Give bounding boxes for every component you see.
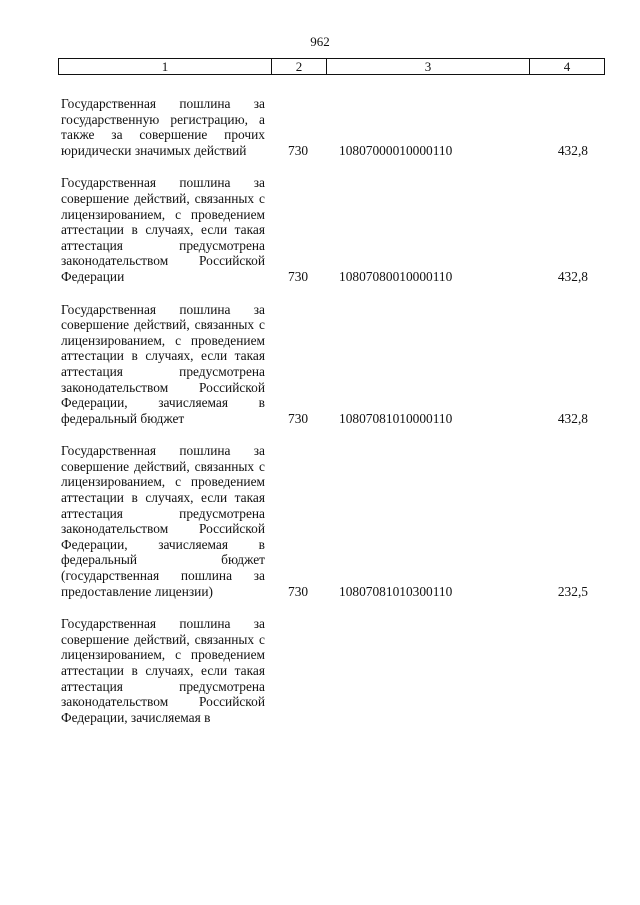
table-row bbox=[0, 443, 640, 599]
row-description: Государственная пошлина за государственную регистрацию, а также за совершение прочих юридически значимых действий bbox=[61, 96, 265, 158]
column-header-1: 1 bbox=[59, 59, 272, 75]
row-description: Государственная пошлина за совершение действий, связанных с лицензированием, с проведением аттестации в случаях, если такая аттестация предусмотрена законодательством Российской Федерации, зачисляемая в федеральный бюджет bbox=[61, 301, 265, 426]
column-header-2: 2 bbox=[272, 59, 327, 75]
column-header-table bbox=[58, 58, 605, 75]
row-admin-code: 730 bbox=[288, 410, 309, 426]
table-row bbox=[0, 616, 640, 725]
row-amount: 432,8 bbox=[557, 268, 588, 284]
row-description: Государственная пошлина за совершение действий, связанных с лицензированием, с проведением аттестации в случаях, если такая аттестация предусмотрена законодательством Российской Федерации, зачисляемая в федеральный бюджет (государственная пошлина за предоставление лицензии) bbox=[61, 443, 265, 599]
row-amount: 432,8 bbox=[557, 410, 588, 426]
page-number: 962 bbox=[310, 34, 330, 49]
row-admin-code: 730 bbox=[288, 268, 309, 284]
row-admin-code: 730 bbox=[288, 583, 309, 599]
row-amount: 432,8 bbox=[557, 142, 588, 158]
column-header-4: 4 bbox=[530, 59, 605, 75]
row-description: Государственная пошлина за совершение действий, связанных с лицензированием, с проведением аттестации в случаях, если такая аттестация предусмотрена законодательством Российской Федерации bbox=[61, 175, 265, 284]
row-kbk-code: 10807000010000110 bbox=[339, 142, 453, 158]
row-kbk-code: 10807080010000110 bbox=[339, 268, 453, 284]
revenue-rows bbox=[0, 96, 640, 742]
table-row bbox=[0, 96, 640, 158]
row-description: Государственная пошлина за совершение действий, связанных с лицензированием, с проведением аттестации в случаях, если такая аттестация предусмотрена законодательством Российской Федерации, зачисляемая в bbox=[61, 616, 265, 725]
row-kbk-code: 10807081010000110 bbox=[339, 410, 453, 426]
column-header-3: 3 bbox=[327, 59, 530, 75]
table-row bbox=[0, 302, 640, 427]
row-kbk-code: 10807081010300110 bbox=[339, 583, 453, 599]
row-amount: 232,5 bbox=[557, 583, 588, 599]
table-row bbox=[0, 175, 640, 284]
column-header-row bbox=[59, 59, 605, 75]
row-admin-code: 730 bbox=[288, 142, 309, 158]
